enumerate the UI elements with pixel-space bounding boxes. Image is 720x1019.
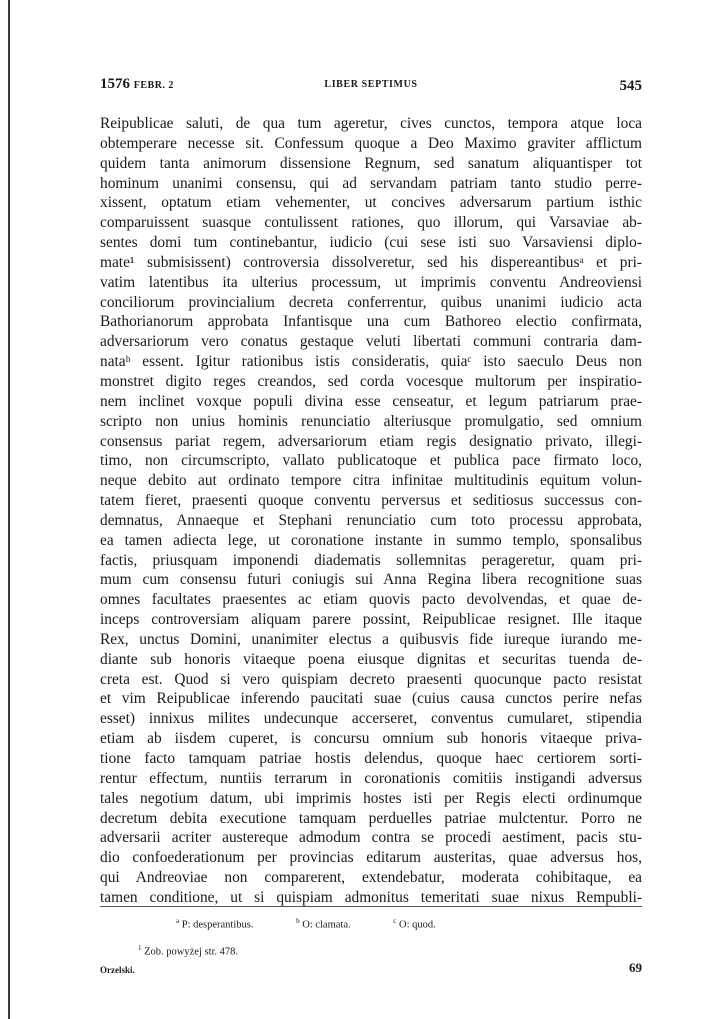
text-line: demnatus, Annaeque et Stephani renunciatio cum toto processu approbata, [100,511,642,529]
text-line: Bathorianorum approbata Infantisque una cum Bathoreo electio confirmata, [100,313,642,331]
textual-footnotes [176,917,476,931]
text-line: mate¹ submisissent) controversia dissolveretur, sed his dispereantibusᵃ et pri- [100,253,642,271]
text-line: xissent, optatum etiam vehementer, ut concives adversarum partium isthic [100,194,642,212]
text-line: obtemperare necesse sit. Confessum quoque a Deo Maximo graviter afflictum [100,134,642,152]
text-line: factis, priusquam imponendi diadematis sollemnitas perageretur, quam pri- [100,551,642,569]
text-line: mum cum consensu futuri coniugis sui Anna Regina libera recognitione suas [100,571,642,589]
text-line: dio confoederationum per provincias editarum austeritas, quae adversus hos, [100,849,642,867]
header-year: 1576 [100,76,130,92]
sheet-number: 69 [629,960,642,975]
text-line: quidem tanta animorum dissensione Regnum, sed sanatum aliquantisper tot [100,154,642,172]
text-line: omnes facultates praesentes ac etiam quovis pacto devolvendas, et quae de- [100,591,642,609]
header-title: LIBER SEPTIMUS [324,79,418,90]
text-line: consensus pariat regem, adversariorum etiam regis designatio privato, illegi- [100,432,642,450]
text-line: ea tamen adiecta lege, ut coronatione instante in summo templo, sponsalibus [100,531,642,549]
text-line: conciliorum provincialium decreta conferrentur, quibus unanimi iudicio acta [100,293,642,311]
text-line: nataᵇ essent. Igitur rationibus istis consideratis, quiaᶜ isto saeculo Deus non [100,353,642,371]
text-line: decretum debita executione tamquam perduelles patriae mulctentur. Porro ne [100,809,642,827]
text-line: inceps controversiam aliquam parere possint, Reipublicae resignet. Ille itaque [100,611,642,629]
printer-signature: Orzelski. [100,965,135,975]
footnote-1: $^1$ Zob. powyżej str. 478. [138,944,239,958]
text-line: esset) innixus milites undecunque accerseret, conventus cumularet, stipendia [100,710,642,728]
text-line: tione facto tamquam patriae hostis delendus, quoque haec certiorem sorti- [100,750,642,767]
text-line: et vim Reipublicae inferendo paucitati suae (cuius causa cunctos perire nefas [100,690,642,708]
text-line: timo, non circumscripto, vallato publicatoque et publica pace firmato loco, [100,452,642,470]
text-line: adversariorum vero conatus gestaque veluti libertati communi contraria dam- [100,333,642,351]
text-line: qui Andreoviae non comparerent, extendebatur, moderata cohibitaque, ea [100,869,642,887]
text-line: Reipublicae saluti, de qua tum ageretur, cives cunctos, tempora atque loca [100,115,642,132]
text-line: adversarii acriter austereque admodum contra se procedi aestiment, pacis stu- [100,829,642,847]
text-line: sentes domi tum continebantur, iudicio (cui sese isti suo Varsaviensi diplo- [100,234,642,252]
text-line: comparuissent suasque contulissent rationes, quo illorum, qui Varsaviae ab- [100,214,642,232]
main-text [100,114,642,908]
text-line: diante sub honoris vitaeque poena eiusque dignitas et securitas tuenda de- [100,650,642,668]
text-line: creta est. Quod si vero quispiam decreto praesenti quocunque pacto resistat [100,670,642,688]
footnote-rule [100,906,642,907]
footnote-a: $^a$ P: desperantibus. [176,917,254,931]
footnote-c: $^c$ O: quod. [393,917,436,931]
text-line: hominum unanimi consensu, qui ad servandam patriam tanto studio perre- [100,174,642,192]
header-month-day: FEBR. 2 [133,80,174,91]
text-line: neque debito aut ordinato tempore citra infinitae multitudinis equitum volun- [100,472,642,490]
running-header [100,70,642,96]
text-line: etiam ab iisdem cuperet, is concursu omnium sub honoris vitaeque priva- [100,730,642,748]
text-line: tamen conditione, ut si quispiam admonitus temeritati suae nixus Rempubli- [100,888,642,906]
text-line: nem inclinet voxque populi divina esse censeatur, et legum patriarum prae- [100,392,642,410]
text-line: monstret digito reges creandos, sed corda vocesque multorum per inspiratio- [100,372,642,390]
page-number: 545 [619,78,642,94]
text-line: vatim latentibus ita ulterius processum, ut imprimis conventu Andreoviensi [100,273,642,291]
text-line: Rex, unctus Domini, unanimiter electus a quibusvis fide iureque iurando me- [100,630,642,648]
text-line: tatem fieret, praesenti quoque conventu perversus et seditiosus successus con- [100,492,642,510]
text-line: scripto non unius hominis renunciatio alteriusque promulgatio, sed omnium [100,412,642,430]
footnote-b: $^b$ O: clamata. [296,917,351,931]
text-line: rentur effectum, nuntiis terrarum in coronationis comitiis instigandi adversus [100,769,642,787]
page-edge-line [8,0,10,1019]
text-line: tales negotium datum, ubi imprimis hostes isti per Regis electi ordinumque [100,789,642,807]
